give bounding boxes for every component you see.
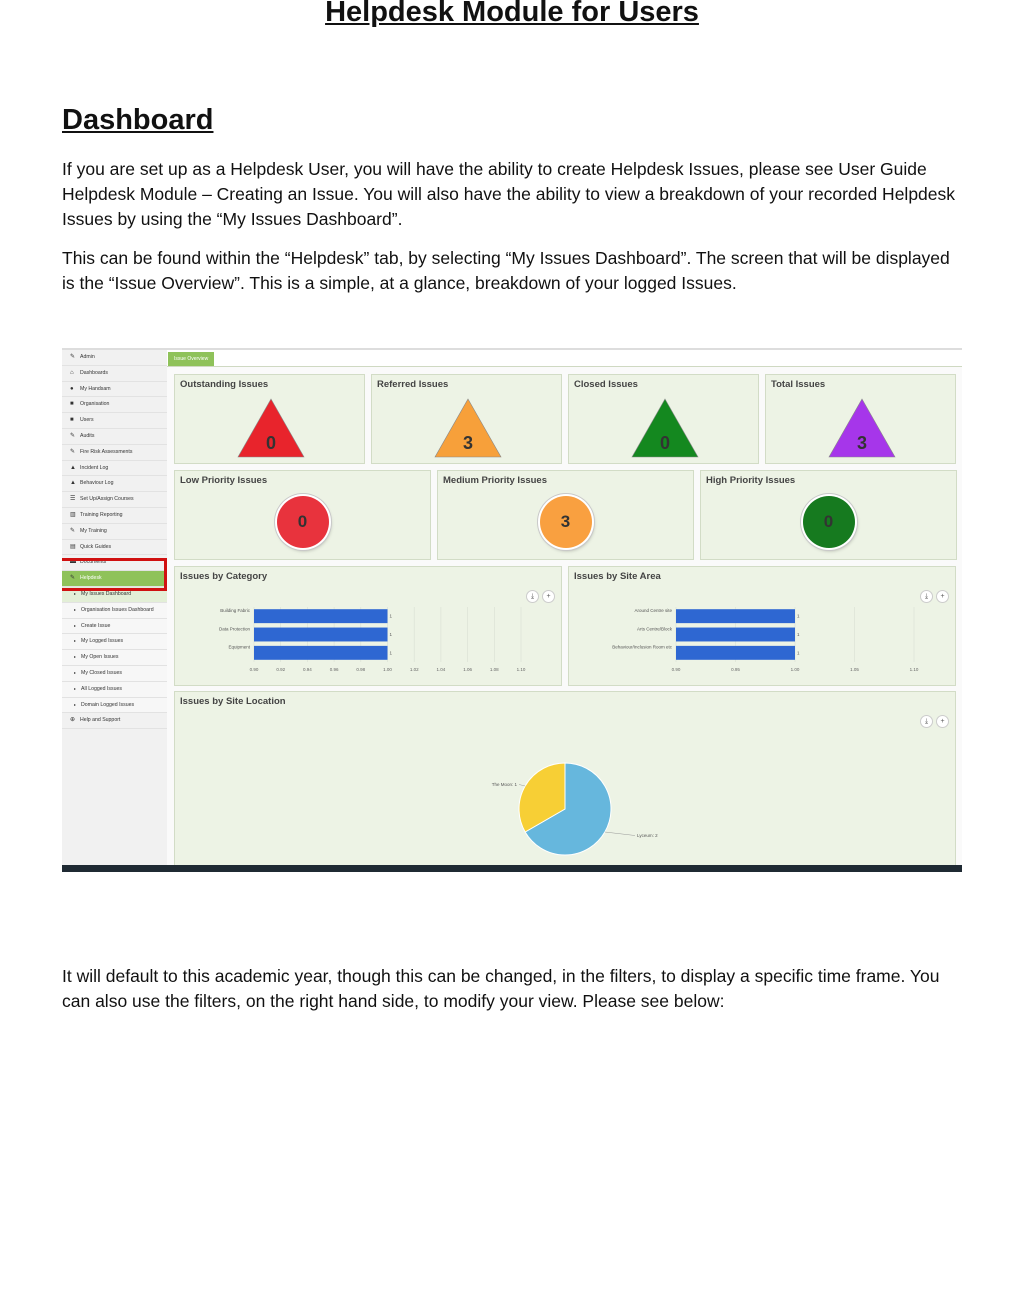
plus-icon[interactable]: + [936, 590, 949, 603]
x-tick-label: 1.00 [383, 667, 392, 672]
home-icon: ⌂ [70, 369, 74, 376]
x-tick-label: 1.05 [850, 667, 859, 672]
sidebar-item-label: Helpdesk [80, 575, 102, 582]
data-label: 1 [797, 650, 800, 656]
intro-paragraph: If you are set up as a Helpdesk User, you will have the ability to create Helpdesk Issues, please see User Guide Helpdesk Module – Creating an Issue. You will also have the ability to view a breakdown of your recorded Helpdesk Issues by using the “My Issues Dashboard”. [62, 159, 956, 229]
x-tick-label: 1.10 [516, 667, 526, 672]
list-icon: ☰ [70, 496, 76, 503]
section-heading: Dashboard [62, 104, 214, 136]
sidebar-item-label: Create Issue [81, 622, 111, 629]
sidebar-item-label: Admin [80, 354, 95, 360]
sidebar-item-label: Domain Logged Issues [81, 701, 135, 708]
dashboard-content [167, 350, 962, 872]
plus-icon[interactable]: + [542, 590, 555, 603]
x-tick-label: 1.08 [489, 667, 499, 672]
sidebar-item-label: My Logged Issues [81, 638, 124, 645]
chart-icon: ▥ [70, 511, 76, 518]
sidebar-item-label: Users [80, 417, 94, 424]
plus-icon[interactable]: + [936, 715, 949, 728]
download-icon[interactable]: ⤓ [526, 590, 539, 603]
sidebar-item-label: Training Reporting [80, 511, 123, 518]
caret-right-icon: ▸ [74, 685, 77, 691]
x-tick-label: 0.94 [303, 667, 312, 672]
folder-icon: ▬ [70, 559, 76, 566]
sidebar-item-label: My Open Issues [81, 654, 119, 661]
pie-slice-label: Lyceum: 2 [637, 833, 658, 838]
sidebar-item-label: My Handsam [80, 385, 111, 392]
user-icon: ● [70, 385, 74, 392]
priority-circle: 0 [277, 496, 329, 548]
sidebar-item-behaviour-log[interactable] [62, 476, 167, 492]
data-label: 1 [389, 613, 393, 619]
category-label: Equipment [228, 644, 250, 650]
sidebar-subitem-create-issue[interactable] [62, 619, 167, 635]
pie-leader-line [605, 832, 635, 836]
warning-icon: ▲ [70, 480, 76, 487]
status-panel[interactable] [765, 374, 956, 464]
status-panel[interactable] [174, 374, 365, 464]
download-icon[interactable]: ⤓ [920, 715, 933, 728]
priority-circle: 0 [803, 496, 855, 548]
priority-panel-title: High Priority Issues [706, 475, 796, 486]
sidebar-item-organisation[interactable] [62, 397, 167, 413]
sidebar-subitem-my-logged-issues[interactable] [62, 634, 167, 650]
document-title: Helpdesk Module for Users [325, 0, 699, 28]
sidebar-subitem-my-issues-dashboard[interactable] [62, 587, 167, 603]
category-label: Behaviour/Inclusion Room etc [612, 644, 672, 650]
tab-issue-overview[interactable]: Issue Overview [168, 352, 214, 366]
status-triangle-icon [236, 397, 306, 459]
x-tick-label: 1.04 [436, 667, 446, 672]
priority-panel[interactable] [174, 470, 431, 560]
priority-circle: 3 [540, 496, 592, 548]
pencil-icon: ✎ [70, 575, 76, 582]
sidebar-item-label: Audits [80, 432, 95, 439]
sidebar-item-fire-risk-assessments[interactable] [62, 445, 167, 461]
data-label: 1 [797, 632, 800, 637]
bar [676, 609, 795, 623]
category-label: Data Protection [218, 626, 250, 632]
warning-icon: ▲ [70, 464, 76, 471]
plus-circle-icon: ⊕ [70, 717, 76, 724]
filters-paragraph: It will default to this academic year, though this can be changed, in the filters, to display a specific time frame. You can also use the filters, on the right hand side, to modify your view. Please see below: [62, 966, 940, 1011]
sidebar-item-label: Set Up/Assign Courses [80, 496, 134, 503]
sidebar-item-label: Fire Risk Assessments [80, 448, 133, 455]
priority-panel[interactable] [700, 470, 957, 560]
sidebar-item-helpdesk[interactable] [62, 571, 167, 587]
sidebar-item-users[interactable] [62, 413, 167, 429]
taskbar [62, 865, 962, 872]
sidebar-item-label: My Closed Issues [81, 669, 122, 676]
site-location-chart-panel [174, 691, 956, 867]
status-panel-title: Outstanding Issues [180, 379, 269, 390]
category-bar-chart [175, 567, 561, 685]
status-triangle-icon [433, 397, 503, 459]
sidebar-subitem-my-closed-issues[interactable] [62, 666, 167, 682]
sidebar-item-my-handsam[interactable] [62, 382, 167, 398]
category-chart-title: Issues by Category [180, 571, 268, 582]
data-label: 1 [797, 613, 800, 619]
sidebar-item-audits[interactable] [62, 429, 167, 445]
sidebar-item-label: Behaviour Log [80, 480, 114, 487]
data-label: 1 [389, 632, 393, 637]
status-value: 3 [856, 433, 867, 453]
x-tick-label: 0.95 [731, 667, 740, 672]
sidebar-item-label: Organisation Issues Dashboard [81, 606, 154, 613]
status-panel-title: Total Issues [771, 379, 826, 390]
sidebar-item-set-up-assign-courses[interactable] [62, 492, 167, 508]
sidebar-nav [62, 350, 167, 729]
caret-right-icon: ▸ [74, 654, 77, 660]
priority-panel-title: Low Priority Issues [180, 475, 268, 486]
status-value: 0 [265, 433, 276, 453]
sidebar-item-label: Organisation [80, 401, 110, 408]
caret-right-icon: ▸ [74, 669, 77, 675]
sidebar-item-incident-log[interactable] [62, 461, 167, 477]
caret-right-icon: ▸ [74, 606, 77, 612]
download-icon[interactable]: ⤓ [920, 590, 933, 603]
pencil-icon: ✎ [70, 432, 76, 439]
status-value: 0 [659, 433, 670, 453]
pencil-icon: ✎ [70, 448, 76, 455]
sidebar-item-my-training[interactable] [62, 524, 167, 540]
bar [254, 609, 388, 623]
x-tick-label: 0.92 [276, 667, 286, 672]
x-tick-label: 1.10 [909, 667, 919, 672]
status-panel-title: Closed Issues [574, 379, 638, 390]
category-label: Around Centre site [634, 608, 672, 613]
sidebar-item-quick-guides[interactable] [62, 540, 167, 556]
site-area-bar-chart [569, 567, 955, 685]
pencil-icon: ✎ [70, 527, 76, 534]
caret-right-icon: ▸ [74, 701, 77, 707]
sidebar-subitem-organisation-issues-dashboard[interactable] [62, 603, 167, 619]
category-label: Building Fabric [220, 608, 250, 613]
priority-panel[interactable] [437, 470, 694, 560]
briefcase-icon: ■ [70, 417, 74, 424]
sidebar-item-label: Documents [80, 559, 107, 566]
wrench-icon: ✎ [70, 354, 76, 360]
status-panel-title: Referred Issues [377, 379, 449, 390]
sidebar-subitem-domain-logged-issues[interactable] [62, 698, 167, 714]
status-triangle-icon [630, 397, 700, 459]
sidebar-item-label: My Training [80, 527, 107, 534]
sidebar-item-label: All Logged Issues [81, 685, 122, 692]
dashboard-screenshot [62, 348, 962, 872]
status-panel[interactable] [371, 374, 562, 464]
tab-bar [167, 350, 962, 367]
status-panel[interactable] [568, 374, 759, 464]
sidebar-item-label: My Issues Dashboard [81, 590, 132, 597]
sidebar-item-admin[interactable] [62, 350, 167, 366]
category-label: Arts Centre/Block [636, 626, 672, 632]
x-tick-label: 1.00 [790, 667, 800, 672]
x-tick-label: 1.06 [463, 667, 472, 672]
x-tick-label: 0.90 [249, 667, 259, 672]
sidebar-subitem-my-open-issues[interactable] [62, 650, 167, 666]
data-label: 1 [389, 650, 393, 656]
priority-panel-title: Medium Priority Issues [443, 475, 548, 486]
sidebar-item-label: Dashboards [80, 369, 108, 376]
status-value: 3 [462, 433, 473, 453]
status-triangle-icon [827, 397, 897, 459]
site-location-pie-chart [175, 692, 955, 866]
sidebar-item-documents[interactable] [62, 555, 167, 571]
location-paragraph: This can be found within the “Helpdesk” tab, by selecting “My Issues Dashboard”. The screen that will be displayed is the “Issue Overview”. This is a simple, at a glance, breakdown of your logged Issues. [62, 248, 950, 293]
sidebar-item-help-and-support[interactable] [62, 713, 167, 729]
sidebar-subitem-all-logged-issues[interactable] [62, 682, 167, 698]
sidebar-item-label: Incident Log [80, 464, 109, 471]
book-icon: ▤ [70, 543, 76, 550]
x-tick-label: 1.02 [409, 667, 419, 672]
caret-right-icon: ▸ [74, 590, 77, 596]
site-area-chart-title: Issues by Site Area [574, 571, 661, 582]
sidebar-item-dashboards[interactable] [62, 366, 167, 382]
briefcase-icon: ■ [70, 401, 74, 408]
sidebar-item-label: Help and Support [80, 717, 121, 724]
bar [254, 628, 388, 642]
x-tick-label: 0.98 [356, 667, 366, 672]
pie-leader-line [519, 785, 525, 787]
site-location-chart-title: Issues by Site Location [180, 696, 286, 707]
caret-right-icon: ▸ [74, 638, 77, 644]
x-tick-label: 0.96 [329, 667, 339, 672]
bar [676, 646, 795, 660]
sidebar-item-training-reporting[interactable] [62, 508, 167, 524]
sidebar-item-label: Quick Guides [80, 543, 112, 550]
site-area-chart-panel [568, 566, 956, 686]
sidebar [62, 350, 168, 872]
category-chart-panel [174, 566, 562, 686]
caret-right-icon: ▸ [74, 622, 77, 628]
bar [254, 646, 388, 660]
pie-slice-label: The Moon: 1 [491, 782, 517, 787]
x-tick-label: 0.90 [671, 667, 681, 672]
bar [676, 628, 795, 642]
